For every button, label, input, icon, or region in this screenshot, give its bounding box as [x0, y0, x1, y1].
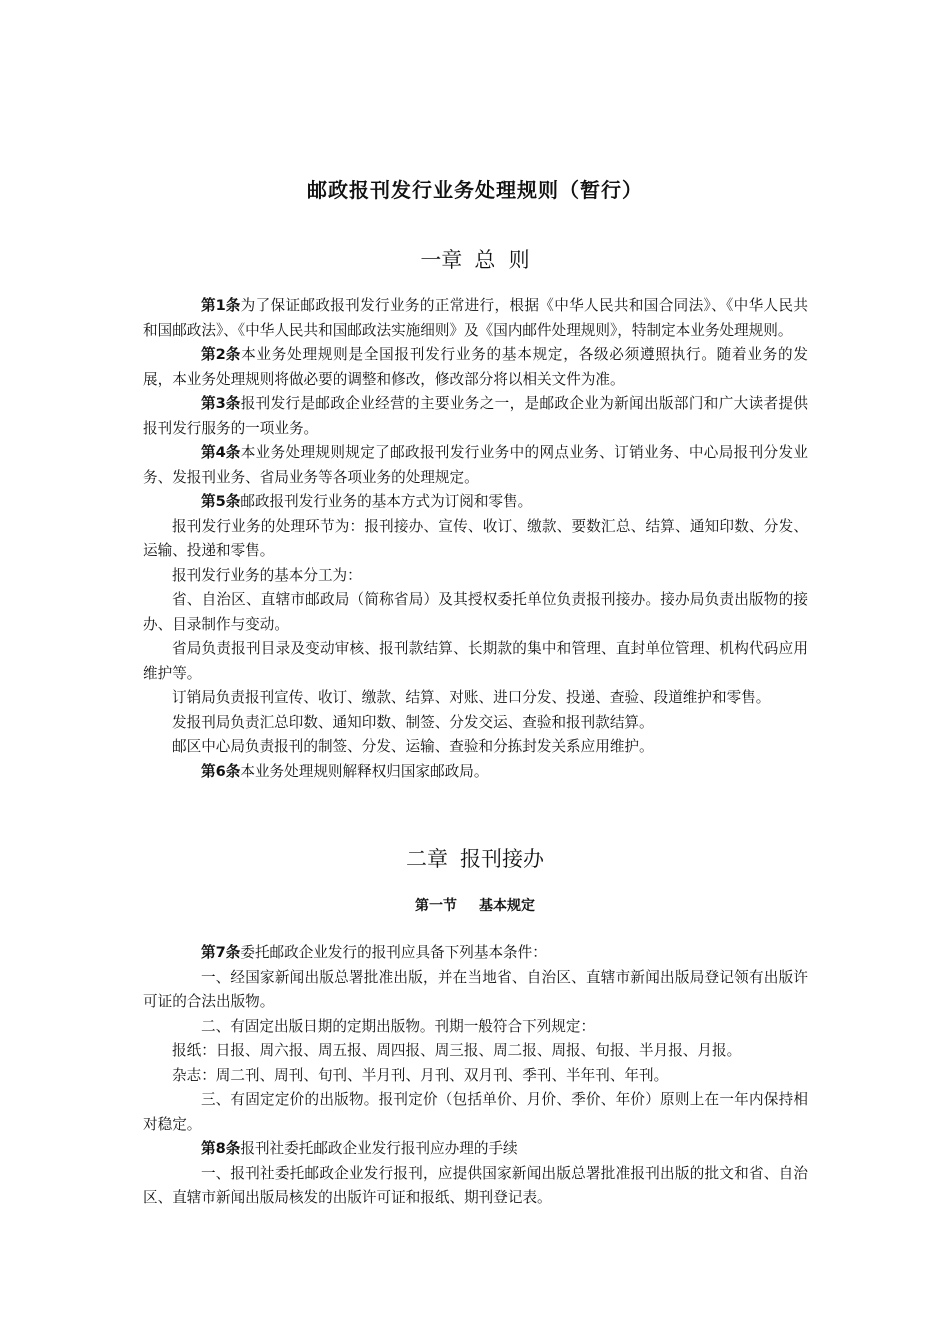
- chapter-1-body: [143, 294, 808, 784]
- paragraph: 报刊发行业务的基本分工为：: [172, 566, 362, 584]
- section-1-heading: [0, 895, 950, 915]
- chapter-name: 报刊接办: [460, 847, 544, 871]
- article-7: [143, 941, 808, 966]
- article-text: 报刊社委托邮政企业发行报刊应办理的手续: [240, 1140, 518, 1157]
- article-1: [143, 294, 808, 343]
- article-label: 第5条: [201, 493, 241, 510]
- article-label: 第4条: [201, 444, 241, 461]
- chapter-2-body: [143, 941, 808, 1211]
- chapter-name: 总 则: [474, 248, 530, 272]
- list-item: [143, 1162, 808, 1211]
- article-text: 邮政报刊发行业务的基本方式为订阅和零售。: [240, 493, 533, 510]
- article-8: [143, 1137, 808, 1162]
- item-text: 报刊社委托邮政企业发行报刊，应提供国家新闻出版总署批准报刊出版的批文和省、自治区、直辖市新闻出版局核发的出版许可证和报纸、期刊登记表。: [143, 1164, 808, 1206]
- article-label: 第2条: [201, 346, 241, 363]
- article-label: 第3条: [201, 395, 241, 412]
- document-title: 邮政报刊发行业务处理规则（暂行）: [307, 178, 643, 202]
- item-number: 一、: [201, 968, 231, 986]
- list-item: [143, 1088, 808, 1137]
- article-text: 本业务处理规则解释权归国家邮政局。: [240, 762, 489, 780]
- article-4: [143, 441, 808, 490]
- article-2: [143, 343, 808, 392]
- item-number: 一、: [201, 1164, 231, 1182]
- article-label: 第8条: [201, 1140, 241, 1157]
- chapter-1-heading: [0, 244, 950, 274]
- paragraph: 报纸：日报、周六报、周五报、周四报、周三报、周二报、周报、旬报、半月报、月报。: [172, 1042, 742, 1059]
- chapter-number: 一章: [420, 248, 463, 272]
- paragraph: 报刊发行业务的处理环节为：报刊接办、宣传、收订、缴款、要数汇总、结算、通知印数、分发、运输、投递和零售。: [143, 517, 808, 559]
- article-5: [143, 490, 808, 515]
- paragraph: 省局负责报刊目录及变动审核、报刊款结算、长期款的集中和管理、直封单位管理、机构代码应用维护等。: [143, 640, 808, 682]
- item-text: 经国家新闻出版总署批准出版，并在当地省、自治区、直辖市新闻出版局登记领有出版许可证的合法出版物。: [143, 968, 808, 1010]
- article-text: 为了保证邮政报刊发行业务的正常进行，根据《中华人民共和国合同法》、《中华人民共和国邮政法》、《中华人民共和国邮政法实施细则》及《国内邮件处理规则》，特制定本业务处理规则。: [143, 297, 808, 339]
- item-number: 二、: [201, 1017, 231, 1035]
- paragraph: 订销局负责报刊宣传、收订、缴款、结算、对账、进口分发、投递、查验、段道维护和零售。: [172, 689, 771, 706]
- chapter-2-heading: [0, 843, 950, 873]
- article-text: 本业务处理规则规定了邮政报刊发行业务中的网点业务、订销业务、中心局报刊分发业务、发报刊业务、省局业务等各项业务的处理规定。: [143, 444, 808, 486]
- article-6: [143, 760, 808, 785]
- article-label: 第7条: [201, 944, 241, 961]
- article-label: 第6条: [201, 762, 241, 780]
- article-label: 第1条: [201, 297, 241, 314]
- chapter-number: 二章: [406, 847, 448, 871]
- article-text: 本业务处理规则是全国报刊发行业务的基本规定，各级必须遵照执行。随着业务的发展，本业务处理规则将做必要的调整和修改，修改部分将以相关文件为准。: [143, 346, 808, 388]
- item-text: 有固定出版日期的定期出版物。刊期一般符合下列规定：: [230, 1017, 596, 1035]
- article-3: [143, 392, 808, 441]
- list-item: [143, 966, 808, 1015]
- article-text: 委托邮政企业发行的报刊应具备下列基本条件：: [240, 944, 547, 961]
- paragraph: 省、自治区、直辖市邮政局（简称省局）及其授权委托单位负责报刊接办。接办局负责出版物的接办、目录制作与变动。: [143, 591, 808, 633]
- list-item: [143, 1015, 808, 1040]
- paragraph: 杂志：周二刊、周刊、旬刊、半月刊、月刊、双月刊、季刊、半年刊、年刊。: [172, 1066, 669, 1084]
- paragraph: 邮区中心局负责报刊的制签、分发、运输、查验和分拣封发关系应用维护。: [172, 738, 654, 755]
- section-name: 基本规定: [479, 898, 535, 914]
- section-number: 第一节: [415, 898, 457, 914]
- article-text: 报刊发行是邮政企业经营的主要业务之一，是邮政企业为新闻出版部门和广大读者提供报刊发行服务的一项业务。: [143, 395, 808, 437]
- item-text: 有固定定价的出版物。报刊定价（包括单价、月价、季价、年价）原则上在一年内保持相对稳定。: [143, 1091, 808, 1133]
- paragraph: 发报刊局负责汇总印数、通知印数、制签、分发交运、查验和报刊款结算。: [172, 713, 654, 731]
- item-number: 三、: [201, 1091, 231, 1108]
